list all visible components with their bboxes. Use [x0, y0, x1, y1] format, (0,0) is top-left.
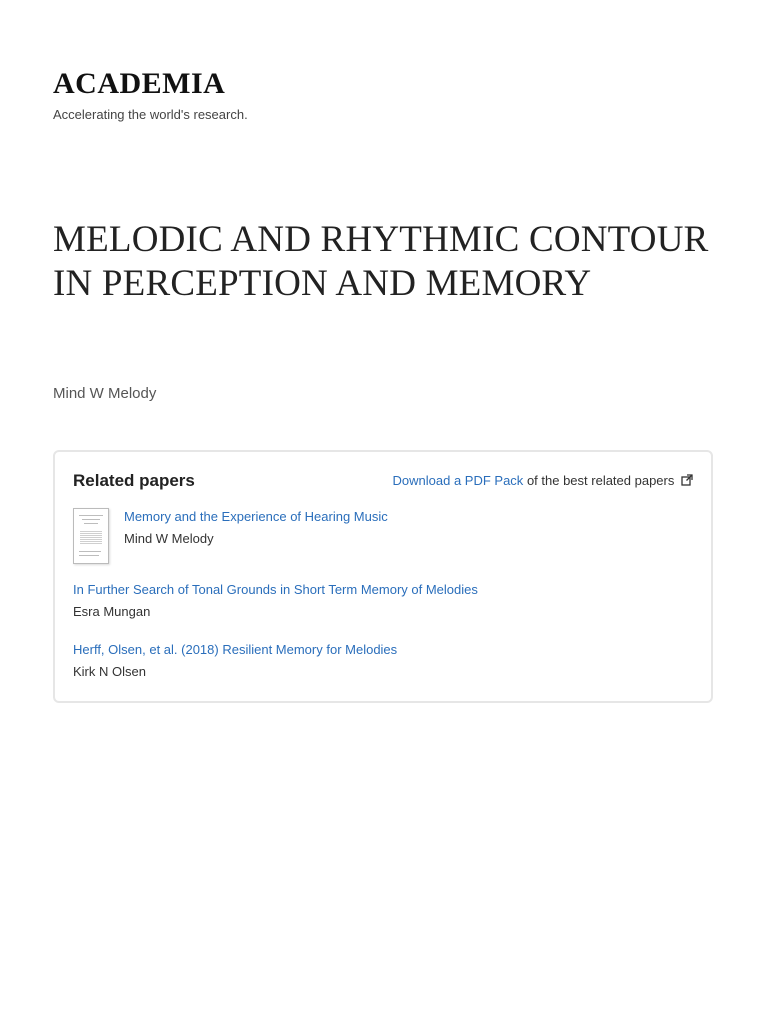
related-papers-heading: Related papers — [73, 471, 195, 490]
related-paper-author: Kirk N Olsen — [73, 664, 146, 679]
academia-logo[interactable]: ACADEMIA — [53, 67, 226, 100]
document-thumbnail[interactable] — [73, 508, 109, 564]
related-paper-item — [73, 642, 397, 680]
related-paper-title-link[interactable]: Memory and the Experience of Hearing Music — [124, 509, 388, 524]
related-papers-card — [53, 450, 713, 703]
related-paper-title-link[interactable]: Herff, Olsen, et al. (2018) Resilient Memory for Melodies — [73, 642, 398, 657]
download-pdf-pack-link[interactable]: Download a PDF Pack — [392, 473, 524, 488]
related-paper-title-link[interactable]: In Further Search of Tonal Grounds in Short Term Memory of Melodies — [73, 582, 478, 597]
pdf-pack-suffix: of the best related papers — [526, 473, 675, 488]
brand-tagline: Accelerating the world's research. — [53, 107, 248, 122]
related-paper-author: Esra Mungan — [73, 604, 151, 619]
related-papers-header — [73, 470, 693, 492]
document-author: Mind W Melody — [53, 385, 157, 402]
related-paper-author: Mind W Melody — [124, 531, 214, 546]
external-link-icon[interactable] — [681, 474, 693, 490]
related-paper-item — [73, 582, 478, 620]
related-paper-item — [124, 509, 388, 547]
document-title: MELODIC AND RHYTHMIC CONTOUR IN PERCEPTION AND MEMORY — [53, 219, 709, 304]
pdf-pack-promo — [393, 473, 693, 490]
